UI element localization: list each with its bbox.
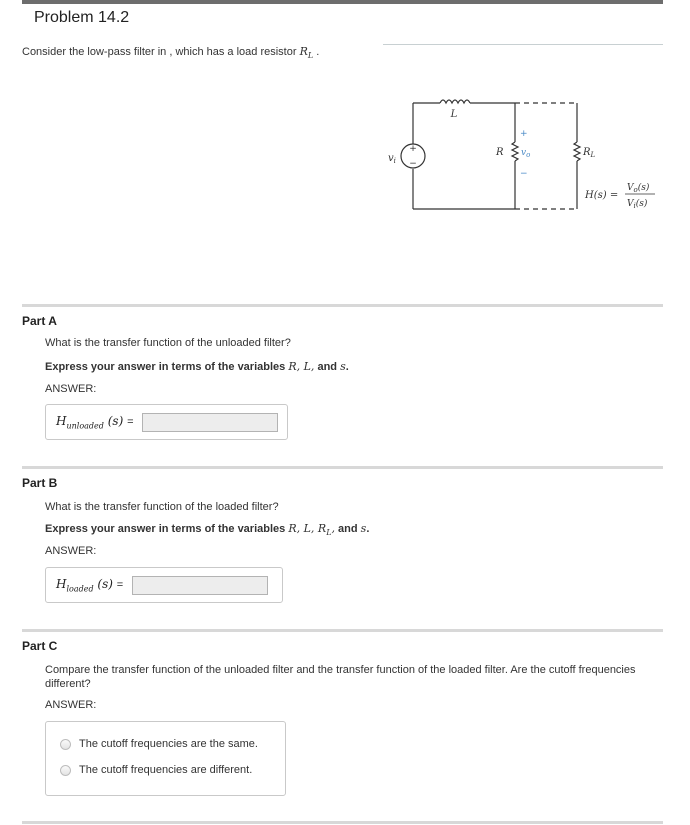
inductor-label: L	[450, 109, 458, 120]
resistor-label: R	[496, 147, 504, 158]
problem-intro: Consider the low-pass filter in , which has a load resistor $R_L$ .	[22, 45, 320, 61]
part-a-answer-box	[45, 404, 288, 440]
circuit-figure	[370, 92, 670, 222]
part-a-expression: $H_{unloaded}$ (s) =	[56, 414, 134, 431]
figure-rule	[383, 44, 663, 45]
load-label: $R_L$	[583, 147, 596, 159]
problem-title: Problem 14.2	[34, 9, 130, 26]
top-bar	[22, 0, 663, 4]
part-b-title: Part B	[22, 476, 58, 490]
source-label: $v_i$	[388, 153, 396, 165]
bottom-divider	[22, 821, 663, 824]
part-a-input[interactable]	[142, 413, 278, 432]
part-b-answer-label: ANSWER:	[45, 545, 97, 557]
part-a-divider	[22, 304, 663, 307]
part-b-instruction: Express your answer in terms of the variables R, L, $R_L$, and s.	[45, 522, 370, 538]
tf-denominator: $V_i(s)$	[627, 199, 648, 210]
part-a-title: Part A	[22, 314, 57, 328]
radio-different[interactable]	[60, 765, 71, 776]
option-different-label: The cutoff frequencies are different.	[79, 764, 253, 776]
part-c-question: Compare the transfer function of the unloaded filter and the transfer function of the loaded filter. Are the cutoff frequencies different?	[45, 664, 636, 690]
part-b-answer-box	[45, 567, 283, 603]
part-b-question: What is the transfer function of the loaded filter?	[45, 501, 279, 513]
part-a-question: What is the transfer function of the unloaded filter?	[45, 337, 291, 349]
part-a-answer-label: ANSWER:	[45, 383, 97, 395]
output-minus: −	[520, 169, 528, 179]
tf-numerator: $V_o(s)$	[627, 183, 650, 194]
part-c-answer-label: ANSWER:	[45, 699, 97, 711]
part-c-answer-box	[45, 721, 286, 796]
option-same[interactable]	[60, 738, 258, 750]
part-b-divider	[22, 466, 663, 469]
source-minus: −	[409, 159, 417, 169]
radio-same[interactable]	[60, 739, 71, 750]
part-c-title: Part C	[22, 639, 58, 653]
intro-text: Consider the low-pass filter in , which has a load resistor	[22, 46, 300, 58]
tf-lhs: H(s) =	[585, 190, 619, 201]
output-label: $v_o$	[521, 148, 531, 159]
part-b-expression: $H_{loaded}$ (s) =	[56, 577, 124, 594]
option-same-label: The cutoff frequencies are the same.	[79, 738, 258, 750]
output-plus: +	[520, 129, 528, 139]
part-b-input[interactable]	[132, 576, 268, 595]
source-plus: +	[409, 144, 417, 154]
part-c-divider	[22, 629, 663, 632]
load-resistor-symbol: $R_L$	[299, 45, 314, 61]
part-a-instruction: Express your answer in terms of the variables R, L, and s.	[45, 360, 349, 373]
option-different[interactable]	[60, 764, 252, 776]
